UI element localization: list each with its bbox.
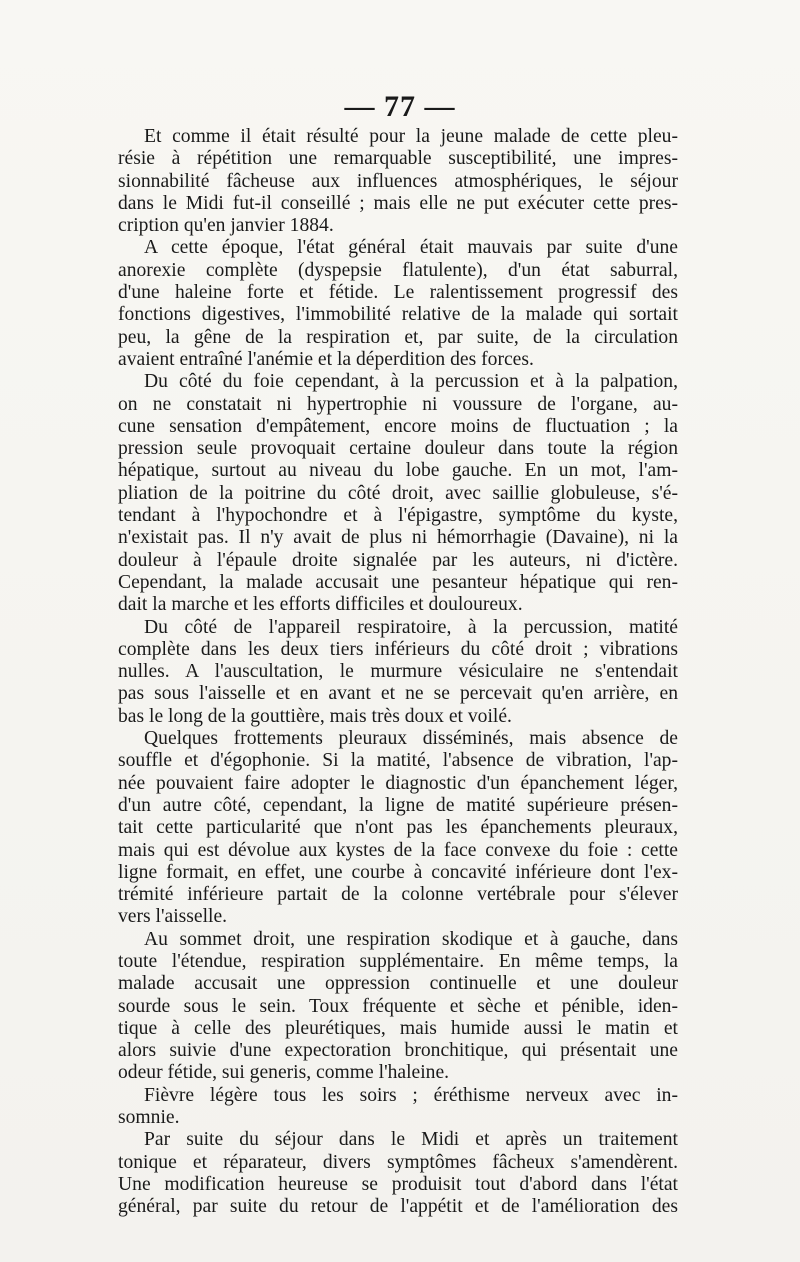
text-line: résie à répétition une remarquable susceptibilité, une impres- xyxy=(118,148,678,170)
text-line: général, par suite du retour de l'appétit et de l'amélioration des xyxy=(118,1196,678,1218)
text-line: sourde sous le sein. Toux fréquente et sèche et pénible, iden- xyxy=(118,995,678,1017)
text-line: Cependant, la malade accusait une pesanteur hépatique qui ren- xyxy=(118,571,678,593)
text-line: somnie. xyxy=(118,1107,180,1129)
text-line: cune sensation d'empâtement, encore moins de fluctuation ; la xyxy=(118,415,678,437)
text-line: n'existait pas. Il n'y avait de plus ni hémorrhagie (Davaine), ni la xyxy=(118,527,678,549)
text-line: douleur à l'épaule droite signalée par les auteurs, ni d'ictère. xyxy=(118,549,678,571)
text-line: trémité inférieure partait de la colonne vertébrale pour s'élever xyxy=(118,884,678,906)
text-line: pression seule provoquait certaine douleur dans toute la région xyxy=(118,438,678,460)
text-line: tait cette particularité que n'ont pas les épanchements pleuraux, xyxy=(118,817,678,839)
text-line: nulles. A l'auscultation, le murmure vésiculaire ne s'entendait xyxy=(118,661,678,683)
text-line: pas sous l'aisselle et en avant et ne se percevait qu'en arrière, en xyxy=(118,683,678,705)
text-line: odeur fétide, sui generis, comme l'haleine. xyxy=(118,1062,450,1084)
text-line: dait la marche et les efforts difficiles et douloureux. xyxy=(118,594,523,616)
body-text xyxy=(118,126,678,1219)
text-line: Du côté du foie cependant, à la percussion et à la palpation, xyxy=(144,371,678,393)
text-line: tonique et réparateur, divers symptômes fâcheux s'amendèrent. xyxy=(118,1151,678,1173)
text-line: cription qu'en janvier 1884. xyxy=(118,215,334,237)
text-line: avaient entraîné l'anémie et la déperdition des forces. xyxy=(118,348,534,370)
text-line: Et comme il était résulté pour la jeune malade de cette pleu- xyxy=(144,126,678,147)
text-line: tendant à l'hypochondre et à l'épigastre, symptôme du kyste, xyxy=(118,505,678,527)
text-line: peu, la gêne de la respiration et, par suite, de la circulation xyxy=(118,326,678,348)
text-line: pliation de la poitrine du côté droit, avec saillie globuleuse, s'é- xyxy=(118,482,678,504)
text-line: Une modification heureuse se produisit tout d'abord dans l'état xyxy=(118,1173,678,1195)
text-line: on ne constatait ni hypertrophie ni voussure de l'organe, au- xyxy=(118,393,678,415)
text-line: fonctions digestives, l'immobilité relative de la malade qui sortait xyxy=(118,304,678,326)
text-line: sionnabilité fâcheuse aux influences atmosphériques, le séjour xyxy=(118,170,678,192)
text-line: toute l'étendue, respiration supplémentaire. En même temps, la xyxy=(118,950,678,972)
text-line: Par suite du séjour dans le Midi et après un traitement xyxy=(144,1129,678,1151)
text-line: ligne formait, en effet, une courbe à concavité inférieure dont l'ex- xyxy=(118,861,678,883)
text-line: vers l'aisselle. xyxy=(118,906,228,928)
text-line: Quelques frottements pleuraux disséminés, mais absence de xyxy=(144,728,678,750)
text-line: née pouvaient faire adopter le diagnostic d'un épanchement léger, xyxy=(118,772,678,794)
text-line: Du côté de l'appareil respiratoire, à la percussion, matité xyxy=(144,616,678,638)
text-line: Au sommet droit, une respiration skodique et à gauche, dans xyxy=(144,928,678,950)
text-line: mais qui est dévolue aux kystes de la face convexe du foie : cette xyxy=(118,839,678,861)
text-line: complète dans les deux tiers inférieurs du côté droit ; vibrations xyxy=(118,638,678,660)
text-line: souffle et d'égophonie. Si la matité, l'absence de vibration, l'ap- xyxy=(118,750,678,772)
text-line: Fièvre légère tous les soirs ; éréthisme nerveux avec in- xyxy=(144,1084,678,1106)
text-line: tique à celle des pleurétiques, mais humide aussi le matin et xyxy=(118,1017,678,1039)
text-line: anorexie complète (dyspepsie flatulente), d'un état saburral, xyxy=(118,259,678,281)
text-line: dans le Midi fut-il conseillé ; mais elle ne put exécuter cette pres- xyxy=(118,192,678,214)
page-number: — 77 — xyxy=(344,90,456,123)
text-line: d'une haleine forte et fétide. Le ralentissement progressif des xyxy=(118,282,678,304)
text-line: alors suivie d'une expectoration bronchitique, qui présentait une xyxy=(118,1040,678,1062)
text-line: d'un autre côté, cependant, la ligne de matité supérieure présen- xyxy=(118,794,678,816)
text-line: A cette époque, l'état général était mauvais par suite d'une xyxy=(144,237,678,259)
text-line: bas le long de la gouttière, mais très doux et voilé. xyxy=(118,705,512,727)
text-line: hépatique, surtout au niveau du lobe gauche. En un mot, l'am- xyxy=(118,460,678,482)
text-line: malade accusait une oppression continuelle et une douleur xyxy=(118,973,678,995)
